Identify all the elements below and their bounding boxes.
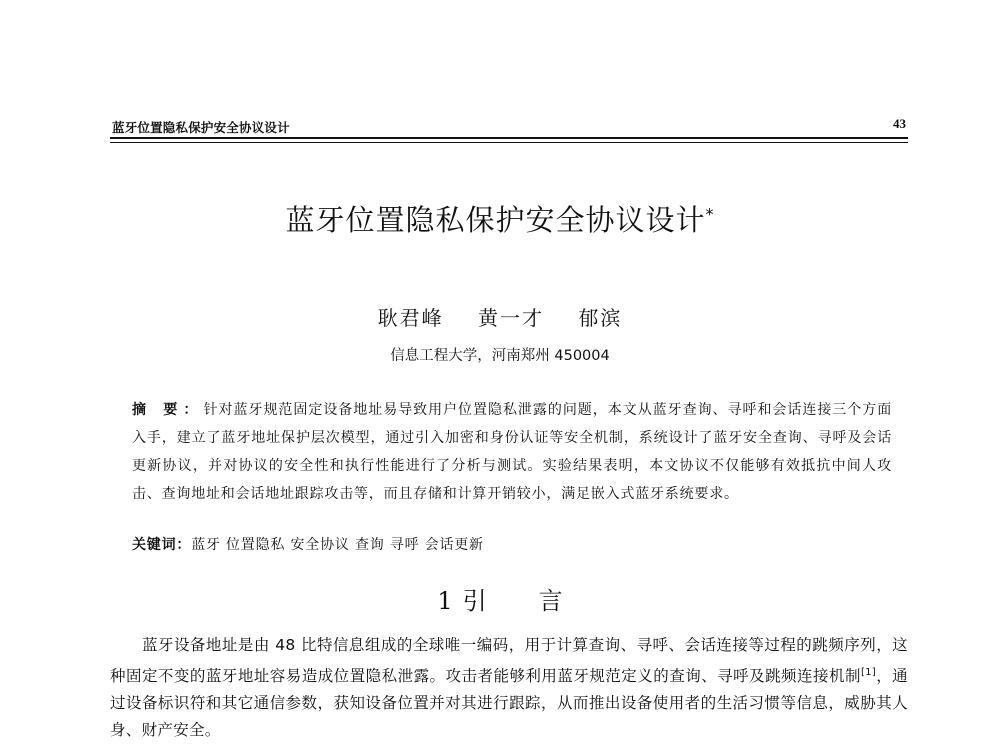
author-1: 耿君峰: [377, 306, 444, 330]
abstract-label: 摘 要：: [132, 402, 204, 418]
author-3: 郁滨: [578, 306, 623, 330]
keywords-text: 蓝牙 位置隐私 安全协议 查询 寻呼 会话更新: [191, 537, 484, 553]
section-title-char-1: 引: [462, 587, 487, 615]
abstract: [132, 396, 892, 508]
keywords: [132, 534, 892, 554]
abstract-text: 针对蓝牙规范固定设备地址易导致用户位置隐私泄露的问题，本文从蓝牙查询、寻呼和会话连接三个方面入手，建立了蓝牙地址保护层次模型，通过引入加密和身份认证等安全机制，系统设计了蓝牙安全查询、寻呼及会话更新协议，并对协议的安全性和执行性能进行了分析与测试。实验结果表明，本文协议不仅能够有效抵抗中间人攻击、查询地址和会话地址跟踪攻击等，而且存储和计算开销较小，满足嵌入式蓝牙系统要求。: [132, 402, 893, 502]
section-title-char-2: 言: [538, 587, 563, 615]
author-list: [0, 302, 1000, 331]
body-paragraph: [110, 632, 908, 744]
header-rule-thick: [110, 137, 908, 139]
keywords-label: 关键词：: [132, 537, 192, 553]
author-2: 黄一才: [478, 306, 544, 330]
title-footnote-mark: *: [705, 204, 715, 224]
affiliation: 信息工程大学，河南郑州 450004: [390, 348, 610, 364]
paper-title-text: 蓝牙位置隐私保护安全协议设计: [285, 203, 706, 237]
page-number: 43: [893, 116, 906, 131]
section-number: 1: [437, 587, 453, 615]
body-text-part1: 蓝牙设备地址是由 48 比特信息组成的全球唯一编码，用于计算查询、寻呼、会话连接等过程的跳频序列，这种固定不变的蓝牙地址容易造成位置隐私泄露。攻击者能够利用蓝牙规范定义的查询、寻呼及跳频连接机制: [110, 636, 908, 686]
citation-ref[interactable]: [1]: [860, 667, 877, 678]
running-header-title: 蓝牙位置隐私保护安全协议设计: [112, 120, 290, 135]
header-rule-thin: [110, 142, 908, 143]
paper-title: [0, 198, 1000, 239]
body-text-part2: ，通过设备标识符和其它通信参数，获知设备位置并对其进行跟踪，从而推出设备使用者的生活习惯等信息，威胁其人身、财产安全。: [110, 667, 908, 740]
section-heading: [0, 581, 1000, 616]
